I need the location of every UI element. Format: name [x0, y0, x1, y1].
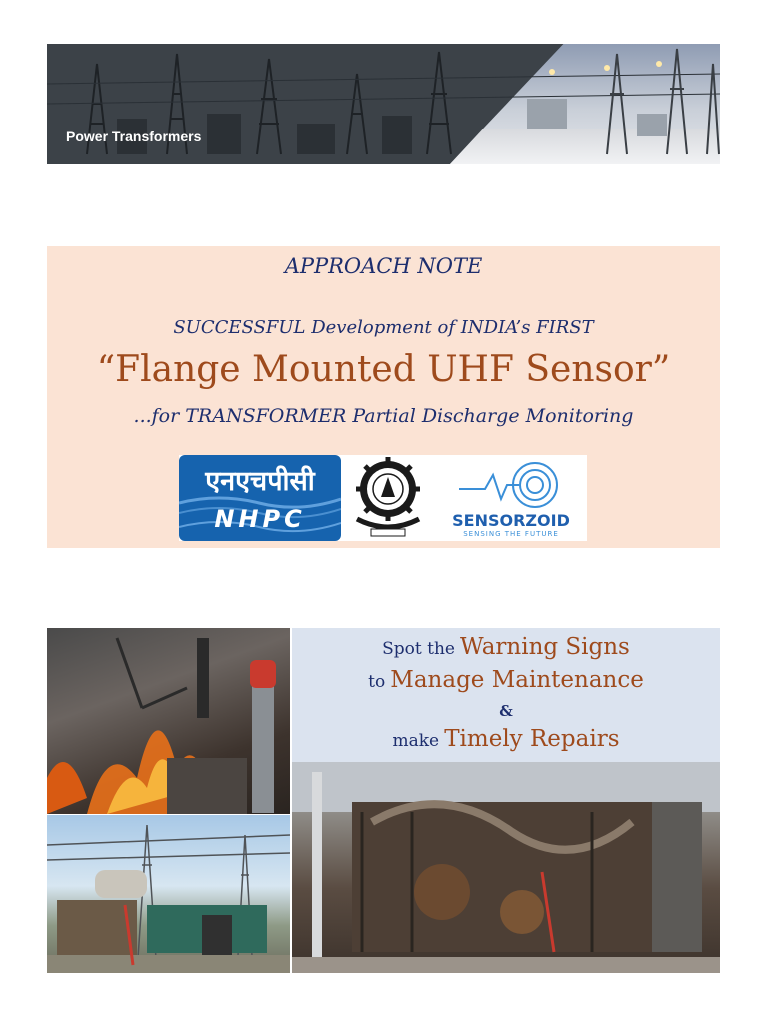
fire-scene-illustration: [47, 628, 290, 814]
warning-line-2-lead: to: [368, 672, 386, 692]
warning-line-1: [292, 634, 720, 660]
nhpc-logo: [179, 455, 341, 541]
burnt-scene-illustration: [292, 762, 720, 973]
approach-note-tagline: ...for TRANSFORMER Partial Discharge Monitoring: [133, 405, 634, 427]
nhpc-latin-text: NHPC: [214, 505, 306, 533]
header-banner: [47, 44, 720, 164]
approach-note-heading: APPROACH NOTE: [284, 254, 483, 278]
sensorzoid-logo: [435, 455, 587, 541]
partner-logos: [179, 455, 587, 541]
burnt-transformer-photo: [292, 762, 720, 973]
warning-line-1-emphasis: Warning Signs: [460, 634, 630, 660]
sensor-signal-icon: [435, 455, 587, 511]
sensorzoid-slogan: SENSING THE FUTURE: [463, 530, 559, 538]
warning-line-2-emphasis: Manage Maintenance: [390, 667, 644, 693]
banner-title: Power Transformers: [66, 128, 202, 144]
sensorzoid-name: SENSORZOID: [452, 511, 570, 530]
warning-line-4: [292, 726, 720, 752]
transformer-fire-photo: [47, 628, 290, 814]
warning-signs-panel: [292, 628, 720, 762]
substation-scene-illustration: [47, 815, 290, 973]
nhpc-hindi-text: एनएचपीसी: [205, 466, 315, 497]
approach-note-subheading: SUCCESSFUL Development of INDIA’s FIRST: [173, 317, 594, 338]
warning-line-1-lead: Spot the: [382, 639, 455, 659]
warning-line-4-emphasis: Timely Repairs: [444, 726, 620, 752]
warning-line-2: [292, 667, 720, 693]
substation-yard-photo: [47, 815, 290, 973]
gear-emblem-icon: [343, 455, 433, 541]
approach-note-main-title: “Flange Mounted UHF Sensor”: [96, 349, 671, 390]
approach-note-box: [47, 246, 720, 548]
warning-line-4-lead: make: [392, 731, 440, 751]
institute-emblem: [343, 455, 433, 541]
substation-silhouette: [47, 44, 720, 164]
warning-line-3: &: [499, 702, 513, 720]
